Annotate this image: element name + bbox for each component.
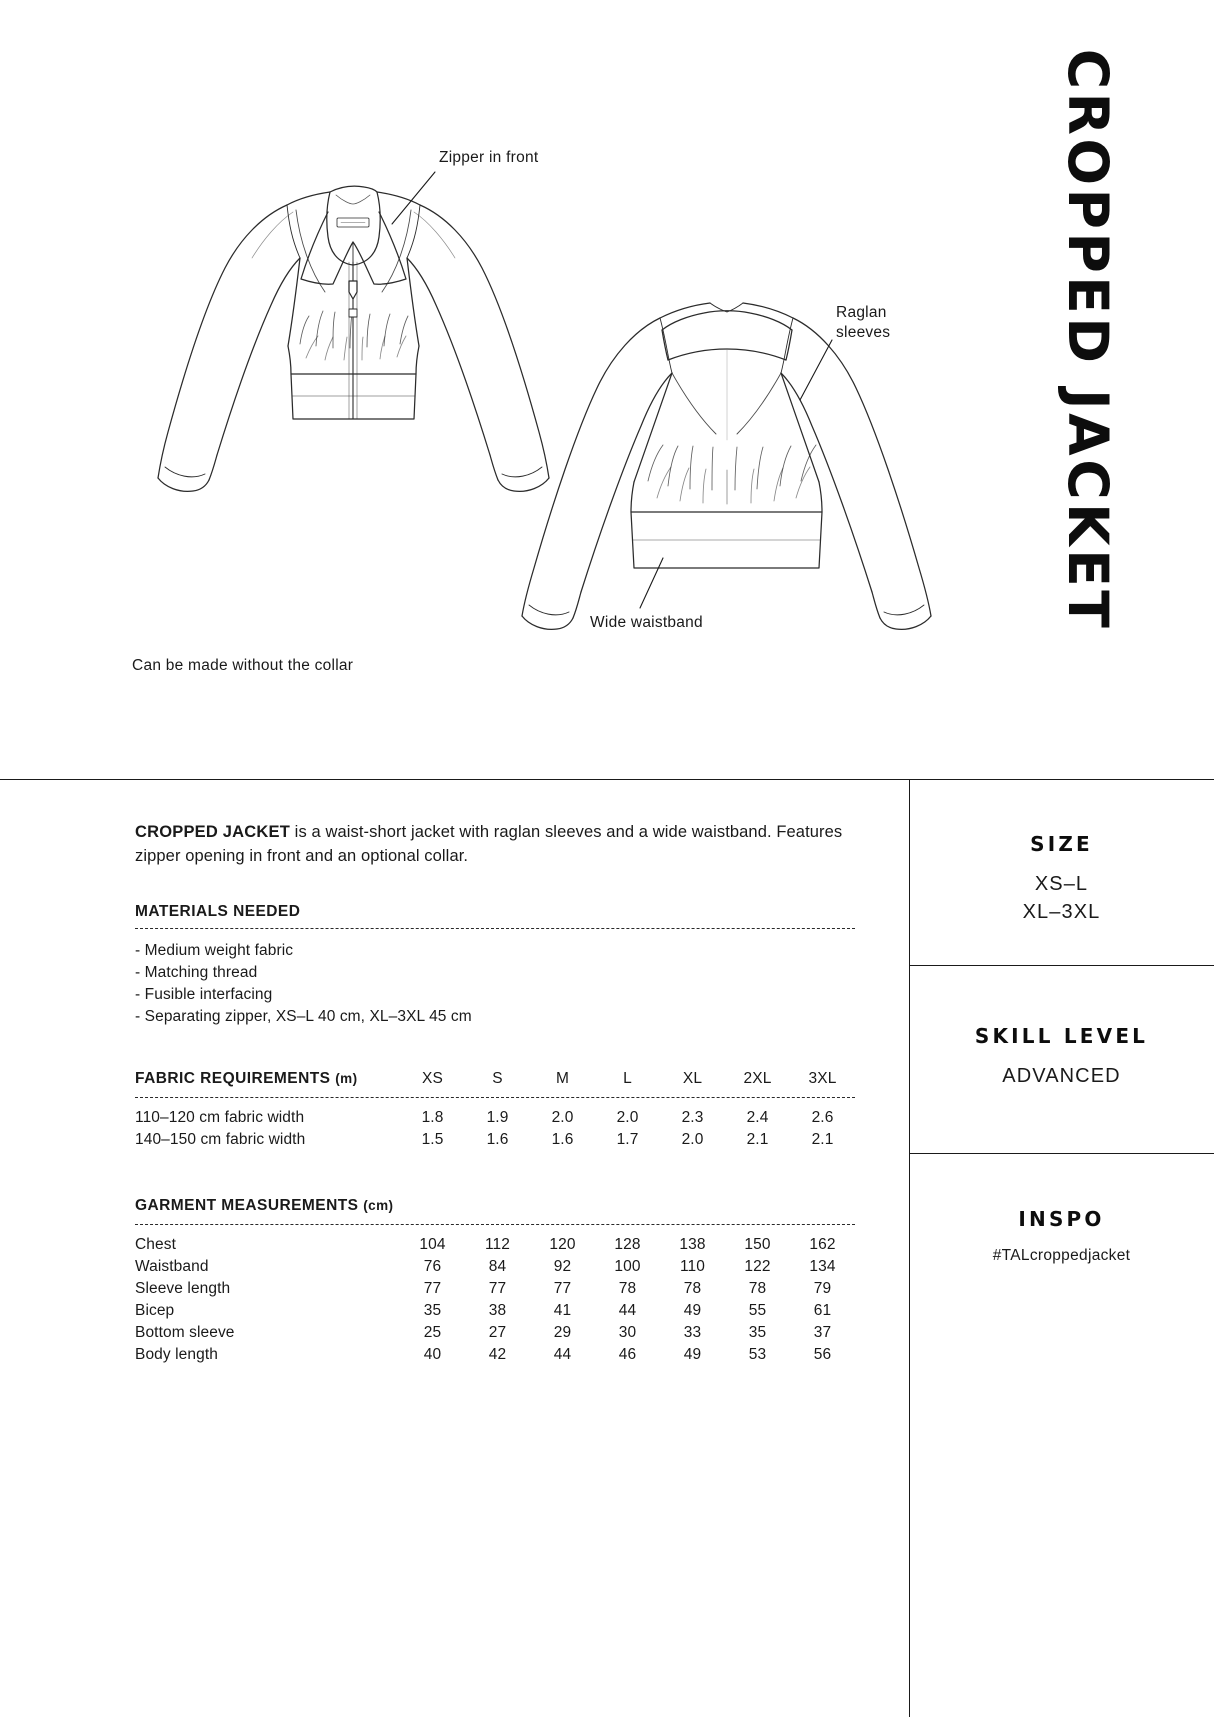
column-header-size [660, 1195, 725, 1222]
cell-value: 122 [744, 1257, 771, 1275]
column-header-size [790, 1195, 855, 1222]
size-value: XS–L [1034, 873, 1089, 895]
column-header-size: 3XL [808, 1069, 837, 1087]
garment-measurements-table [135, 1195, 855, 1366]
cell-value: 49 [683, 1345, 702, 1363]
cell-value: 150 [744, 1235, 771, 1253]
list-item: - Matching thread [135, 963, 258, 981]
column-header-size [465, 1195, 530, 1222]
cell-value: 2.3 [681, 1108, 704, 1126]
cell-value: 27 [488, 1323, 507, 1341]
cell-value: 2.4 [746, 1108, 769, 1126]
row-label: Sleeve length [135, 1279, 231, 1297]
table-row [135, 1300, 855, 1322]
cell-value: 49 [683, 1301, 702, 1319]
inspo-hashtag: #TALcroppedjacket [992, 1247, 1131, 1264]
cell-value: 1.7 [616, 1130, 639, 1148]
cell-value: 2.0 [616, 1108, 639, 1126]
cell-value: 37 [813, 1323, 832, 1341]
cell-value: 35 [423, 1301, 442, 1319]
annotation-raglan-sleeves: Raglan sleeves [836, 304, 891, 341]
cell-value: 100 [614, 1257, 641, 1275]
table-dashed-rule [135, 1222, 855, 1234]
cell-value: 33 [683, 1323, 702, 1341]
fabric-requirements-table [135, 1068, 855, 1151]
garment-measurements-heading-text: GARMENT MEASUREMENTS [135, 1196, 359, 1214]
cell-value: 53 [748, 1345, 767, 1363]
cell-value: 104 [419, 1235, 446, 1253]
row-label: Chest [135, 1235, 176, 1253]
materials-dashed-rule [135, 928, 855, 929]
page-title: CROPPED JACKET [1056, 48, 1120, 632]
column-header-size: XS [422, 1069, 443, 1087]
list-item: - Separating zipper, XS–L 40 cm, XL–3XL 45 cm [135, 1007, 472, 1025]
column-header-size [530, 1195, 595, 1222]
cell-value: 29 [553, 1323, 572, 1341]
row-label: Body length [135, 1345, 218, 1363]
column-header-size [400, 1195, 465, 1222]
annotation-wide-waistband: Wide waistband [590, 614, 703, 631]
front-view-drawing [158, 186, 549, 491]
cell-value: 77 [423, 1279, 442, 1297]
cell-value: 78 [683, 1279, 702, 1297]
table-row [135, 1322, 855, 1344]
table-row [135, 1278, 855, 1300]
column-header-size: XL [682, 1069, 703, 1087]
garment-measurements-unit: (cm) [363, 1197, 394, 1213]
table-row [135, 1234, 855, 1256]
table-row [135, 1107, 855, 1129]
size-heading: SIZE [1030, 832, 1093, 856]
cell-value: 55 [748, 1301, 767, 1319]
cell-value: 44 [553, 1345, 572, 1363]
column-header-size: M [555, 1069, 569, 1087]
cell-value: 162 [809, 1235, 836, 1253]
cell-value: 78 [748, 1279, 767, 1297]
table-row [135, 1344, 855, 1366]
cell-value: 77 [553, 1279, 572, 1297]
table-rule-row [135, 1222, 855, 1234]
column-header-size: S [492, 1069, 503, 1087]
column-header-size [725, 1195, 790, 1222]
materials-list [135, 940, 855, 1028]
technical-flat-illustration [0, 0, 980, 700]
cell-value: 1.9 [486, 1108, 509, 1126]
cell-value: 25 [423, 1323, 442, 1341]
row-label: 140–150 cm fabric width [135, 1130, 306, 1148]
sidebar [909, 779, 1214, 1354]
cell-value: 128 [614, 1235, 641, 1253]
cell-value: 41 [553, 1301, 572, 1319]
cell-value: 120 [549, 1235, 576, 1253]
cell-value: 44 [618, 1301, 637, 1319]
cell-value: 2.0 [681, 1130, 704, 1148]
cell-value: 1.6 [486, 1130, 509, 1148]
cell-value: 56 [813, 1345, 832, 1363]
row-label: 110–120 cm fabric width [135, 1108, 305, 1126]
row-label: Bicep [135, 1301, 175, 1319]
materials-heading: MATERIALS NEEDED [135, 902, 301, 920]
cell-value: 76 [423, 1257, 442, 1275]
table-header-row [135, 1068, 855, 1095]
cell-value: 2.1 [811, 1130, 834, 1148]
intro-description: is a waist-short jacket with raglan sleeves and a wide waistband. Features zipper opening in front and an optional collar. [135, 823, 843, 866]
cell-value: 1.8 [421, 1108, 444, 1126]
cell-value: 134 [809, 1257, 836, 1275]
row-label: Waistband [135, 1257, 209, 1275]
sidebar-section-inspo [909, 1154, 1214, 1354]
list-item: - Fusible interfacing [135, 985, 273, 1003]
cell-value: 92 [553, 1257, 572, 1275]
cell-value: 2.0 [551, 1108, 574, 1126]
column-header-size: 2XL [743, 1069, 772, 1087]
cell-value: 2.1 [746, 1130, 769, 1148]
table-rule-row [135, 1095, 855, 1107]
cell-value: 46 [618, 1345, 637, 1363]
row-label: Bottom sleeve [135, 1323, 235, 1341]
sidebar-section-skill-level [909, 966, 1214, 1153]
fabric-requirements-heading [135, 1068, 400, 1095]
inspo-heading: INSPO [1018, 1207, 1105, 1231]
cell-value: 35 [748, 1323, 767, 1341]
jacket-drawings [0, 0, 980, 700]
cell-value: 138 [679, 1235, 706, 1253]
skill-level-heading: SKILL LEVEL [974, 1024, 1149, 1048]
cell-value: 112 [484, 1235, 510, 1253]
fabric-requirements-unit: (m) [335, 1070, 358, 1086]
cell-value: 84 [488, 1257, 507, 1275]
cell-value: 79 [813, 1279, 832, 1297]
cell-value: 110 [679, 1257, 705, 1275]
annotation-collar-note: Can be made without the collar [132, 657, 354, 674]
skill-level-value: ADVANCED [1002, 1065, 1121, 1087]
section-spacer [135, 1151, 855, 1195]
cell-value: 78 [618, 1279, 637, 1297]
annotation-zipper: Zipper in front [439, 149, 539, 166]
list-item: - Medium weight fabric [135, 941, 294, 959]
column-header-size [595, 1195, 660, 1222]
back-view-drawing [522, 303, 931, 629]
fabric-requirements-heading-text: FABRIC REQUIREMENTS [135, 1069, 331, 1087]
cell-value: 1.6 [551, 1130, 574, 1148]
info-panel [135, 820, 855, 1366]
cell-value: 77 [488, 1279, 507, 1297]
cell-value: 38 [488, 1301, 507, 1319]
intro-product-name: CROPPED JACKET [135, 823, 290, 841]
size-value: XL–3XL [1022, 901, 1101, 924]
cell-value: 40 [423, 1345, 442, 1363]
leader-lines [392, 172, 832, 608]
sidebar-section-size [909, 779, 1214, 965]
intro-paragraph [135, 820, 855, 869]
table-row [135, 1129, 855, 1151]
cell-value: 42 [488, 1345, 507, 1363]
cell-value: 1.5 [421, 1130, 444, 1148]
cell-value: 30 [618, 1323, 637, 1341]
table-header-row [135, 1195, 855, 1222]
cell-value: 61 [813, 1301, 832, 1319]
table-dashed-rule [135, 1095, 855, 1107]
column-header-size: L [623, 1069, 632, 1087]
table-row [135, 1256, 855, 1278]
garment-measurements-heading [135, 1195, 400, 1222]
vertical-title-container [1028, 48, 1148, 632]
cell-value: 2.6 [811, 1108, 834, 1126]
